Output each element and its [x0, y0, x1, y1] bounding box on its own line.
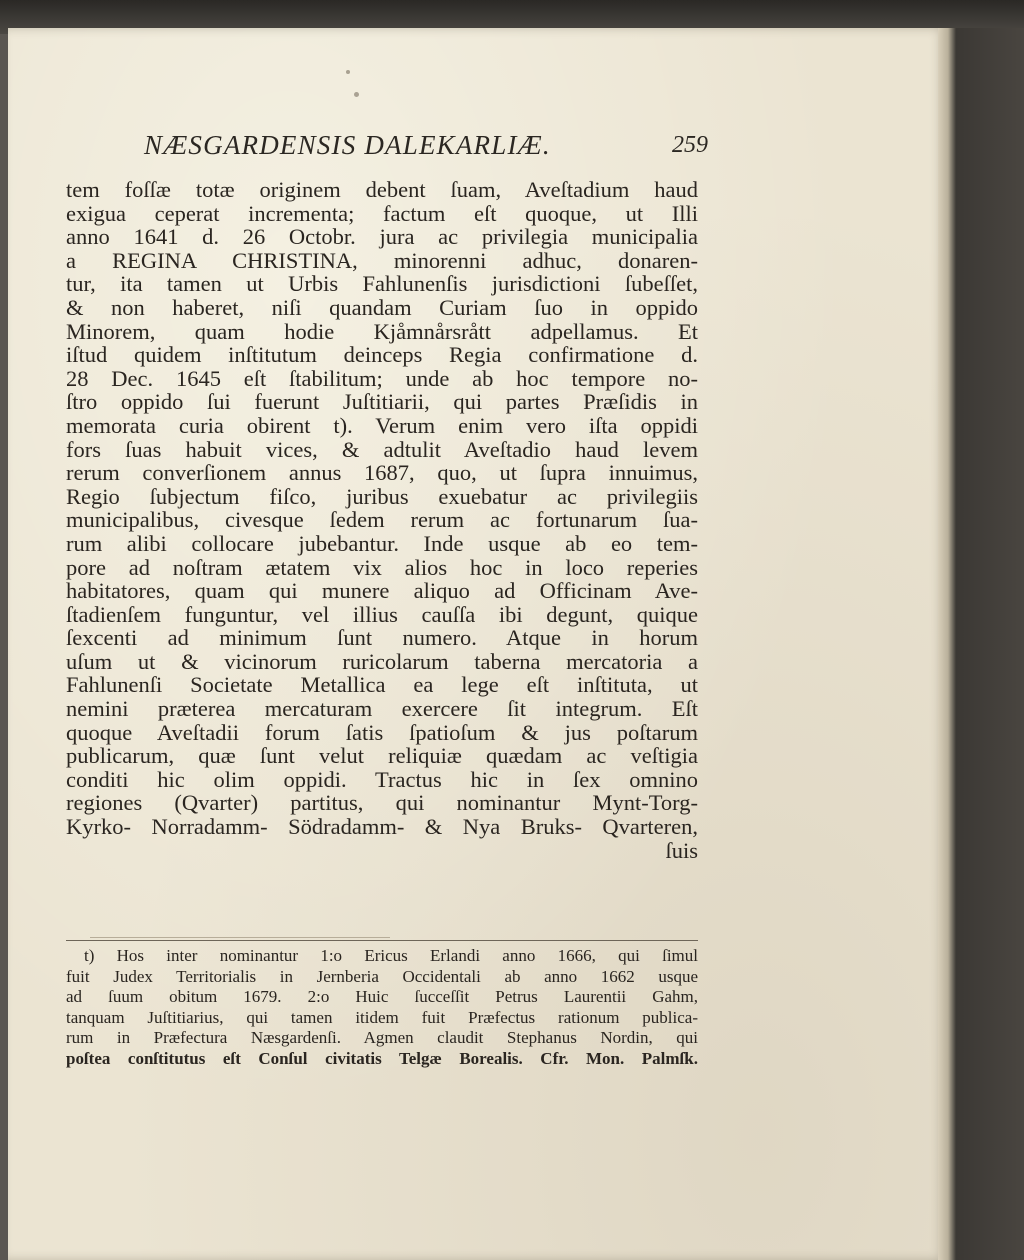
footnote [66, 946, 698, 1069]
page-header [144, 130, 708, 170]
text-line: Regio ſubjectum fiſco, juribus exuebatur ac privilegiis [66, 483, 698, 509]
text-line: ſtro oppido ſui fuerunt Juſtitiarii, qui partes Præſidis in [66, 389, 698, 415]
text-line: 28 Dec. 1645 eſt ſtabilitum; unde ab hoc tempore no- [66, 365, 698, 391]
text-line: publicarum, quæ ſunt velut reliquiæ quædam ac veſtigia [66, 743, 698, 769]
text-line: Minorem, quam hodie Kjåmnårsrått adpellamus. Et [66, 318, 698, 344]
text-line: nemini præterea mercaturam exercere ſit integrum. Eſt [66, 696, 698, 722]
text-line: anno 1641 d. 26 Octobr. jura ac privilegia municipalia [66, 224, 698, 250]
text-line: Fahlunenſi Societate Metallica ea lege eſt inſtituta, ut [66, 672, 698, 698]
text-line: quoque Aveſtadii forum ſatis ſpatioſum & jus poſtarum [66, 719, 698, 745]
text-line: fors ſuas habuit vices, & adtulit Aveſtadio haud levem [66, 436, 698, 462]
text-line: ſexcenti ad minimum ſunt numero. Atque in horum [66, 625, 698, 651]
text-line: conditi hic olim oppidi. Tractus hic in ſex omnino [66, 766, 698, 792]
footnote-line: fuit Judex Territorialis in Jernberia Occidentali ab anno 1662 usque [66, 966, 698, 986]
text-line: iſtud quidem inſtitutum deinceps Regia confirmatione d. [66, 342, 698, 368]
body-text [66, 178, 698, 862]
page-number: 259 [672, 132, 708, 158]
text-line: tem foſſæ totæ originem debent ſuam, Aveſtadium haud [66, 177, 698, 202]
ink-spot [346, 70, 350, 74]
text-line: rum alibi collocare jubebantur. Inde usque ab eo tem- [66, 530, 698, 556]
text-line: uſum ut & vicinorum ruricolarum taberna mercatoria a [66, 648, 698, 674]
ink-spot [354, 92, 359, 97]
text-line: habitatores, quam qui munere aliquo ad Officinam Ave- [66, 578, 698, 604]
page-edge-shadow [938, 28, 1024, 1260]
footnote-line: tanquam Juſtitiarius, qui tamen itidem fuit Præfectus rationum publica- [66, 1007, 698, 1027]
footnote-line: poſtea conſtitutus eſt Conſul civitatis Telgæ Borealis. Cfr. Mon. Palmſk. [66, 1048, 698, 1068]
footnote-line: t) Hos inter nominantur 1:o Ericus Erlandi anno 1666, qui ſimul [84, 946, 698, 965]
text-line: pore ad noſtram ætatem vix alios hoc in loco reperies [66, 554, 698, 580]
text-line: regiones (Qvarter) partitus, qui nominantur Mynt-Torg- [66, 790, 698, 816]
text-line: a REGINA CHRISTINA, minorenni adhuc, donaren- [66, 247, 698, 273]
text-line: Kyrko- Norradamm- Södradamm- & Nya Bruks- Qvarteren, [66, 814, 698, 840]
text-line: municipalibus, civesque ſedem rerum ac fortunarum ſua- [66, 507, 698, 533]
text-line: ſtadienſem funguntur, vel illius cauſſa ibi degunt, quique [66, 601, 698, 627]
catchword: ſuis [665, 837, 698, 863]
footnote-line: ad ſuum obitum 1679. 2:o Huic ſucceſſit Petrus Laurentii Gahm, [66, 987, 698, 1006]
footnote-line: rum in Præfectura Næsgardenſi. Agmen claudit Stephanus Nordin, qui [66, 1028, 698, 1047]
text-line: & non haberet, niſi quandam Curiam ſuo in oppido [66, 294, 698, 320]
text-line: exigua ceperat incrementa; factum eſt quoque, ut Illi [66, 200, 698, 226]
running-title: NÆSGARDENSIS DALEKARLIÆ. [144, 130, 551, 160]
footnote-rule-shadow [90, 937, 390, 938]
text-line: tur, ita tamen ut Urbis Fahlunenſis jurisdictioni ſubeſſet, [66, 271, 698, 297]
text-line: rerum converſionem annus 1687, quo, ut ſupra innuimus, [66, 460, 698, 486]
text-line: memorata curia obirent t). Verum enim vero iſta oppidi [66, 412, 698, 438]
footnote-rule [66, 940, 698, 941]
